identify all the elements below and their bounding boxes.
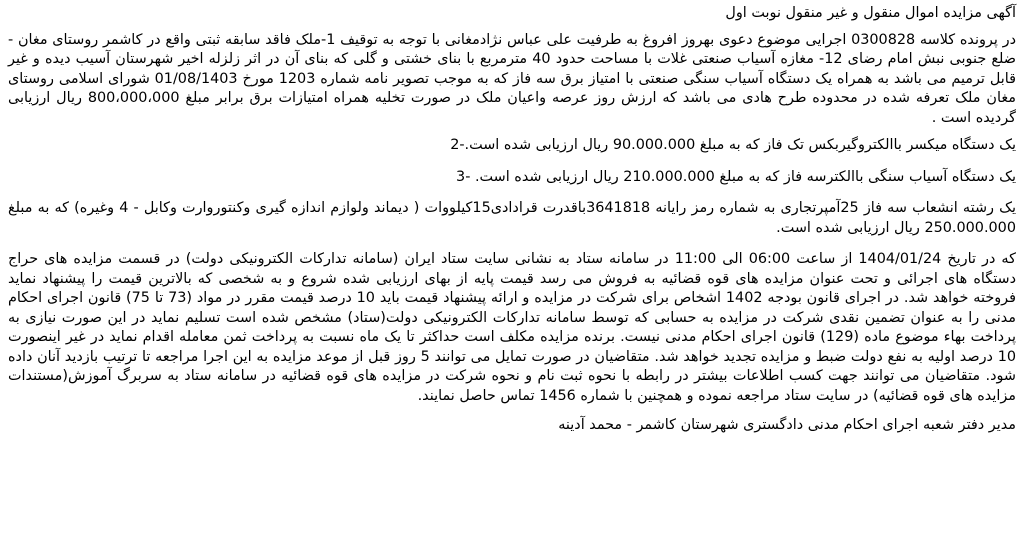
notice-body-paragraph: که در تاریخ 1404/01/24 از ساعت 06:00 الی 11:00 در سامانه ستاد به نشانی سایت ستاد ایران (سامانه تدارکات الکترونیکی دولت) در قسمت مزایده های حراج دستگاه های اجرائی و تحت عنوان مزایده های قوه قضائیه به فروش می رسد قیمت پایه از بهای ارزیابی شده شروع و به شخصی که بالاترین قیمت را پیشنهاد نماید فروخته خواهد شد. در اجرای قانون بودجه 1402 اشخاص برای شرکت در مزایده و ارائه پیشنهاد قیمت باید 10 درصد قیمت مقرر در مواد (73 تا 75) قانون اجرای احکام مدنی را به عنوان تضمین نقدی شرکت در مزایده به حسابی که توسط سامانه تدارکات الکترونیکی دولت(ستاد) مشخص شده است تسلیم نماید در این صورت نیازی به پرداخت بهاء موضوع ماده (129) قانون اجرای احکام مدنی نیست. برنده مزایده مکلف است حداکثر تا یک ماه نسبت به پرداخت ثمن معامله اقدام نماید در غیر اینصورت 10 درصد اولیه به نفع دولت ضبط و مزایده تجدید خواهد شد. متقاضیان در صورت تمایل می توانند 5 روز قبل از موعد مزایده به این اجرا مراجعه تا ترتیب بازدید آنان داده شود. متقاضیان می توانند جهت کسب اطلاعات بیشتر در رابطه با نحوه ثبت نام و نحوه شرکت در مزایده های قوه قضائیه در سامانه ستاد به سربرگ آموزش(مستندات مزایده های قوه قضائیه) در سایت ستاد مراجعه نموده و همچنین با شماره 1456 تماس حاصل نمایند. [8,251,1017,404]
notice-signature: مدیر دفتر شعبه اجرای احکام مدنی دادگستری شهرستان کاشمر - محمد آدینه [558,417,1016,433]
notice-item-2: یک دستگاه میکسر باالکتروگیربکس تک فاز که به مبلغ 90.000.000 ریال ارزیابی شده است.-2 [450,137,1016,153]
notice-item-4: یک رشته انشعاب سه فاز 25آمپرتجاری به شماره رمز رایانه 3641818باقدرت قرادادی15کیلووات ( دیماند ولوازم اندازه گیری وکنتوروارت وکابل - 4 وغیره) که به مبلغ 250.000.000 ریال ارزیابی شده است. [8,200,1017,236]
notice-title: آگهی مزایده اموال منقول و غیر منقول نوبت اول [725,5,1016,21]
notice-item-3: یک دستگاه آسیاب سنگی باالکترسه فاز که به مبلغ 210.000.000 ریال ارزیابی شده است. -3 [456,168,1016,185]
notice-intro-paragraph: در پرونده کلاسه 0300828 اجرایی موضوع دعوی بهروز افروغ به طرفیت علی عباس نژادمغانی با توجه به توقیف 1-ملک فاقد سابقه ثبتی واقع در کاشمر روستای مغان - ضلع جنوبی نبش امام رضای 12- مغازه آسیاب صنعتی غلات با مساحت حدود 40 مترمربع با بنای خشتی و گلی که بنای آن در اثر زلزله اخیر شهرستان آسیب دیده و غیر قابل ترمیم می باشد به همراه یک دستگاه آسیاب سنگی صنعتی با امتیاز برق سه فاز که به موجب تصویر نامه شماره 1203 مورخ 01/08/1403 شورای اسلامی روستای مغان ملک تعرفه شده در محدوده طرح هادی می باشد که ارزش روز عرصه واعیان ملک در صورت تخلیه همراه امتیازات برق برابر مبلغ 800،000،000 ریال ارزیابی گردیده است . [8,31,1016,126]
